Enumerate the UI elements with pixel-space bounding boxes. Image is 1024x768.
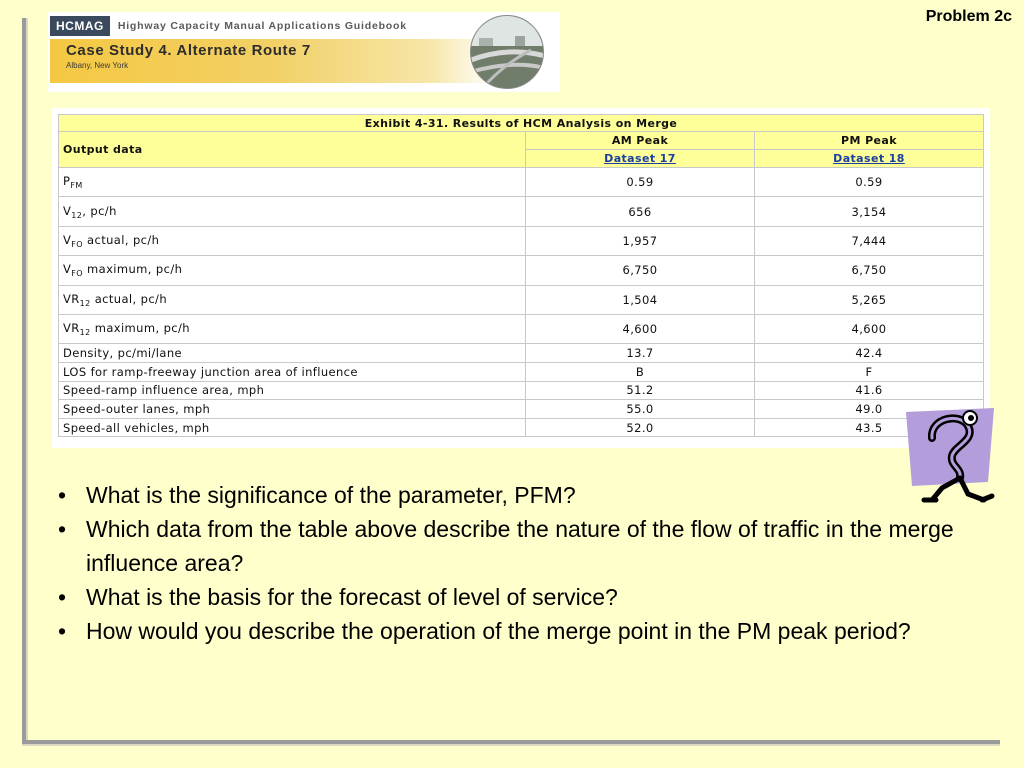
table-row: [59, 362, 984, 381]
question-item: • How would you describe the operation of the merge point in the PM peak period?: [58, 614, 958, 648]
pm-peak-value: 0.59: [755, 168, 984, 197]
row-label: Speed-ramp influence area, mph: [59, 381, 526, 400]
table-body: [59, 168, 984, 437]
pm-peak-header: PM Peak: [755, 132, 984, 150]
question-list: [58, 478, 958, 648]
row-label: $V_{12}$, pc/h: [59, 197, 526, 226]
row-label: $V_{FO}$ maximum, pc/h: [59, 256, 526, 285]
row-label: $VR_{12}$ maximum, pc/h: [59, 314, 526, 343]
row-label: Density, pc/mi/lane: [59, 344, 526, 363]
question-mark-clipart-icon: [902, 404, 998, 510]
am-peak-header: AM Peak: [526, 132, 755, 150]
am-peak-value: 4,600: [526, 314, 755, 343]
interchange-photo: [470, 15, 544, 89]
table-row: [59, 400, 984, 419]
table-row: [59, 226, 984, 255]
dataset-18-link[interactable]: Dataset 18: [755, 150, 984, 168]
banner-header: [50, 16, 470, 36]
am-peak-value: 52.0: [526, 418, 755, 437]
row-label: $V_{FO}$ actual, pc/h: [59, 226, 526, 255]
table-row: [59, 381, 984, 400]
case-study-title: Case Study 4. Alternate Route 7: [66, 42, 311, 59]
am-peak-value: 1,957: [526, 226, 755, 255]
slide-frame-left: [22, 18, 26, 744]
am-peak-value: 1,504: [526, 285, 755, 314]
am-peak-value: 55.0: [526, 400, 755, 419]
table-row: [59, 344, 984, 363]
slide-frame-bottom: [22, 740, 1000, 744]
question-item: • What is the basis for the forecast of level of service?: [58, 580, 958, 614]
slide-label: Problem 2c: [925, 8, 1012, 25]
table-row: [59, 197, 984, 226]
hcmag-banner: [48, 12, 560, 92]
dataset-17-link[interactable]: Dataset 17: [526, 150, 755, 168]
table-title: Exhibit 4-31. Results of HCM Analysis on Merge: [59, 115, 984, 132]
pm-peak-value: 5,265: [755, 285, 984, 314]
case-study-location: Albany, New York: [66, 61, 129, 70]
question-item: • What is the significance of the parameter, PFM?: [58, 478, 958, 512]
row-label: $VR_{12}$ actual, pc/h: [59, 285, 526, 314]
question-item: • Which data from the table above describe the nature of the flow of traffic in the merge influence area?: [58, 512, 958, 580]
row-label: Speed-outer lanes, mph: [59, 400, 526, 419]
am-peak-value: 13.7: [526, 344, 755, 363]
pm-peak-value: 4,600: [755, 314, 984, 343]
banner-title-band: [50, 39, 496, 83]
am-peak-value: B: [526, 362, 755, 381]
banner-subtitle: Highway Capacity Manual Applications Guidebook: [117, 20, 407, 32]
table-row: [59, 285, 984, 314]
row-label: $P_{FM}$: [59, 168, 526, 197]
pm-peak-value: 43.5: [755, 418, 984, 437]
am-peak-value: 6,750: [526, 256, 755, 285]
row-label: LOS for ramp-freeway junction area of influence: [59, 362, 526, 381]
table-row: [59, 168, 984, 197]
merge-results-table: [58, 114, 984, 437]
table-row: [59, 314, 984, 343]
pm-peak-value: 7,444: [755, 226, 984, 255]
output-data-header: Output data: [59, 132, 526, 168]
am-peak-value: 0.59: [526, 168, 755, 197]
pm-peak-value: 49.0: [755, 400, 984, 419]
am-peak-value: 51.2: [526, 381, 755, 400]
hcmag-logo: HCMAG: [50, 16, 110, 36]
am-peak-value: 656: [526, 197, 755, 226]
row-label: Speed-all vehicles, mph: [59, 418, 526, 437]
pm-peak-value: 42.4: [755, 344, 984, 363]
table-row: [59, 256, 984, 285]
pm-peak-value: 6,750: [755, 256, 984, 285]
pm-peak-value: 41.6: [755, 381, 984, 400]
pm-peak-value: 3,154: [755, 197, 984, 226]
exhibit-table-container: [52, 108, 990, 448]
pm-peak-value: F: [755, 362, 984, 381]
table-row: [59, 418, 984, 437]
